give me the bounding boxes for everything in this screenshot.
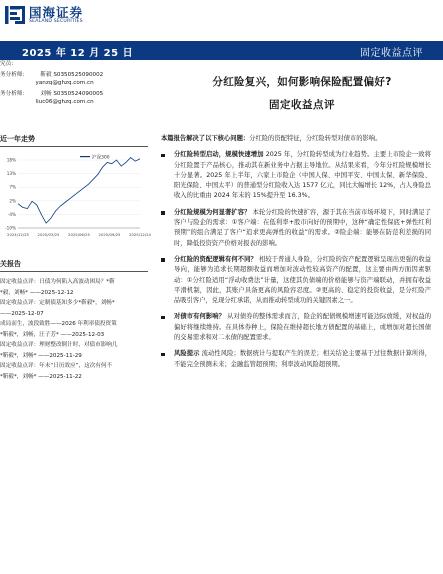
brand-name-en: SEALAND SECURITIES [29,18,83,24]
y-tick-label: 13% [6,171,16,177]
x-tick-label: 2025/09/25 [98,232,121,237]
header-banner [0,41,443,60]
related-report-item[interactable]: *靳毅*，刘畅* ——2025-11-29 [0,352,82,359]
related-reports-title: 关报告 [0,260,21,268]
paragraph-heading: 分红险规模为何显著扩容？ [174,208,251,216]
x-tick-label: 2024/12/25 [7,232,29,237]
related-report-item[interactable]: *靳毅*，刘畅* ——2025-11-22 [0,373,82,380]
related-report-item[interactable]: 固定收益点评：定制债基知多少*靳毅*，刘畅* [0,300,115,306]
paragraph-heading: 风险提示 [174,350,200,358]
legend-swatch [80,156,90,157]
analyst-line: 究员： [0,61,17,67]
body-paragraph [161,312,431,343]
y-tick-label: -4% [7,211,16,217]
paragraph-heading: 分红险的资配逻辑有何不同？ [174,255,257,263]
analyst-info [0,60,148,106]
x-tick-label: 2025/03/25 [37,232,60,237]
related-reports-list [0,277,148,382]
body-paragraph [161,150,431,201]
divider [0,271,148,272]
y-tick-label: 18% [6,157,16,163]
report-body [161,134,431,376]
sealand-logo-icon [4,4,26,26]
brand-logo [4,3,83,27]
divider [0,146,148,147]
related-report-item[interactable]: 固定收益点评：年末“日历效应”，这次有何不 [0,363,113,369]
square-bullet-icon [161,353,165,357]
intro-text: 分红险的资配特征，分红险转型对债市的影响。 [249,135,382,142]
body-paragraph [161,349,431,370]
report-subtitle: 固定收益点评 [269,99,335,111]
brand-name: 国海证券 [29,4,84,20]
report-date: 2025 年 12 月 25 日 [22,48,134,59]
related-report-item[interactable]: *毅，刘畅* ——2025-12-12 [0,289,74,296]
related-report-item[interactable]: 固定收益点评：理财整改倒计时，对债市影响几 [0,342,118,348]
paragraph-heading: 对债市有何影响？ [174,313,225,321]
performance-title: 近一年走势 [0,135,35,143]
related-report-item[interactable]: 成局而生，波段致胜——2026 年利率债投资策 [0,321,117,327]
paragraph-text: 本轮分红险的快速扩容，源于其在当前市场环境下，同时满足了客户与险企的需求：①客户端：在低利率+股市向好的预期中，这种“确定性保底+弹性红利预期”的组合满足了客户“追求更高弹性的收益”的需求。②险企端：能够在防范利差损的同时，降低投资资产价格对报表的影响。 [174,208,431,247]
analyst-email[interactable]: liuc06@ghzq.com.cn [0,99,94,105]
analyst-email[interactable]: yanzq@ghzq.com.cn [0,80,94,86]
legend-label: 沪深300 [92,155,110,161]
y-tick-label: -10% [5,225,16,231]
square-bullet-icon [161,154,165,158]
body-paragraph [161,208,431,249]
body-paragraph [161,255,431,306]
paragraph-text: 流动性风险；数据统计与提取产生的误差；相关结论主要基于过往数据计算所得，不能完全预测未来；金融监管超预期；利率波动风险超预期。 [174,350,431,368]
report-type: 固定收益点评 [360,48,423,59]
paragraph-text: 2025 年，分红险转型成为行业趋势。主要上市险企一致将分红险置于产品核心，推动其在新业务中占据主导地位。从结果来看，今年分红险规模增长十分显著。2025 年上半年，六家上市险企（中国人保、中国平安、中国太保、新华保险、阳光保险、中国太平）的普通型分红险收入达 1577 亿元，同比大幅增长 12%，占人身险总收入的比重由 2024 年末的 15%提升至 16.3%。 [174,151,431,200]
analyst-line: 务分析师： 刘畅 S0350524090005 [0,91,104,97]
square-bullet-icon [161,211,165,215]
series-line-csi300 [18,158,140,224]
performance-chart [0,150,151,245]
related-report-item[interactable]: 固定收益点评：日债为何陷入高波动困局？*靳 [0,279,115,285]
square-bullet-icon [161,258,165,262]
y-tick-label: 7% [9,184,16,190]
paragraph-text: 从对债券的整体需求而言，险企的配债规模增速可能边际放缓，对权益的偏好将继续维持。在具体券种上，保险在维持超长地方债配置的基础上，或增加对超长国债的交易需求和对二永债的配置需求。 [174,313,431,342]
related-report-item[interactable]: ——2025-12-07 [0,310,44,317]
paragraph-heading: 分红险转型启动，规模快速增加 [174,151,264,159]
related-report-item[interactable]: *靳毅*，刘畅，汪子芳* ——2025-12-03 [0,331,105,338]
report-title: 分红险复兴，如何影响保险配置偏好? [212,76,392,88]
x-tick-label: 2025/06/25 [68,232,90,237]
intro-bold: 本篇报告解决了以下核心问题： [161,135,250,142]
intro-paragraph [161,134,431,144]
analyst-line: 务分析师： 靳毅 S0350525090002 [0,72,104,78]
y-tick-label: 2% [9,198,16,204]
square-bullet-icon [161,316,165,320]
x-tick-label: 2025/12/24 [129,232,151,237]
paragraph-text: 相较于普通人身险，分红险的资产配置逻辑呈现出更强的收益导向，能够为追求长期超额收益而增加对波动性较高资产的配置，这主要由两方面因素驱动：①分红险适用“浮动收费法”计量，这使其负债端的价格能够与资产端联动，并拥有收益平滑机制，因此，其账户具备更高的风险容忍度。②更高的、稳定的投资收益，是分红险产品吸引客户，兑现分红承诺，从而推动转型成功的关键因素之一。 [174,255,431,305]
